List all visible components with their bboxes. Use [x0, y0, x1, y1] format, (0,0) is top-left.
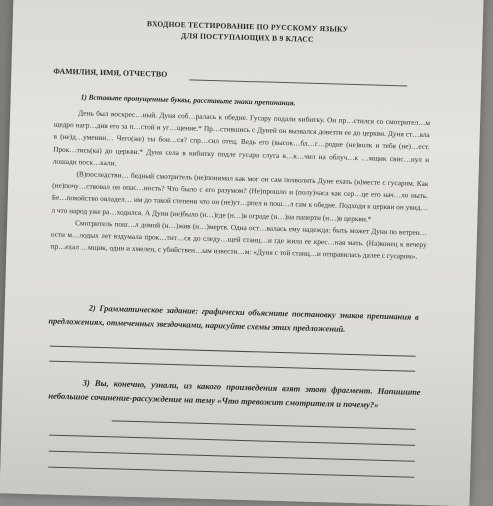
student-name-label: ФАМИЛИЯ, ИМЯ, ОТЧЕСТВО — [53, 66, 168, 79]
document-title-line2: ДЛЯ ПОСТУПАЮЩИХ В 9 КЛАСС — [180, 31, 314, 44]
document-title-line1: ВХОДНОЕ ТЕСТИРОВАНИЕ ПО РУССКОМУ ЯЗЫКУ — [146, 19, 349, 34]
task2-text: 2) Грамматическое задание: графически объясните постановку знаков препинания в предложениях, отмеченных звездочками, нарисуйте схемы этих предложений. — [48, 303, 419, 334]
exercise-text — [50, 107, 430, 264]
answer-line-6[interactable] — [48, 467, 414, 478]
answer-line-2[interactable] — [49, 361, 415, 372]
answer-line-5[interactable] — [49, 451, 415, 462]
task3-text: 3) Вы, конечно, узнали, из какого произведения взят этот фрагмент. Напишите небольшое сочинение-рассуждение на тему «Что тревожит смотрителя и почему?» — [48, 377, 421, 410]
student-name-field[interactable] — [189, 79, 407, 86]
answer-line-4[interactable] — [49, 435, 415, 446]
task1-heading: 1) Вставьте пропущенные буквы, расставьте знаки препинания. — [80, 92, 296, 108]
exercise-paragraph-3: Смотритель пош…л домой (н…)жив (н…)мертв. Одна ост…валась ему надежда: быть может Дуня по ветрен…ости м…лодых лет вздумала прок…тит…ся до следу…щей станц…и где жила ее крес…ная мать. (На)конец к вечеру пр…ехал …мщик, один и хмелен, с убийствен…ым извести…м: «Дуня с той станц…и отправилась далее с гусаром». — [50, 218, 428, 262]
exercise-paragraph-2: (В)последстви… бедный смотритель (не)понимал как мог он сам позволить Дуне ехать (в)месте с гусаром. Как (не)почу…ствовал он опас…ность? Что было с его разумом? (Не)прошло и (полу)часа как сер…це его нач…ло ныть. Бе…покойство овладел… им до такой степени что он (не)ут…рпел и пош…л сам к обедне. Подходя к церкви он увид…л что народ уже ра…ходился. А Дуни (не)было (н…)где (н…)в ограде (н…)на паперти (н…)в церкви.* — [51, 169, 429, 224]
exercise-paragraph-1: День был воскрес…ный. Дуня соб…ралась к обедне. Гусару подали кибитку. Он пр…стился со смотрител…м щедро нагр…див его за п…стой и уг…щение.* Пр…стившись с Дуней он вызвался довезти ее до церкви. Дуня ст…яла в (не)д…умении… Чего(же) ты бои…ся? спр…сил отец. Ведь его (высок…бл…г…родие (не)волк и тебя (не)…ест. Прок…тись(ка) до церкви.* Дуня села в кибитку подле гусара слуга в…к…чил на облуч…к …мщик свис…нул и лошади поск…кали. — [52, 108, 431, 168]
answer-line-3[interactable] — [112, 420, 416, 429]
answer-line-1[interactable] — [50, 346, 416, 357]
